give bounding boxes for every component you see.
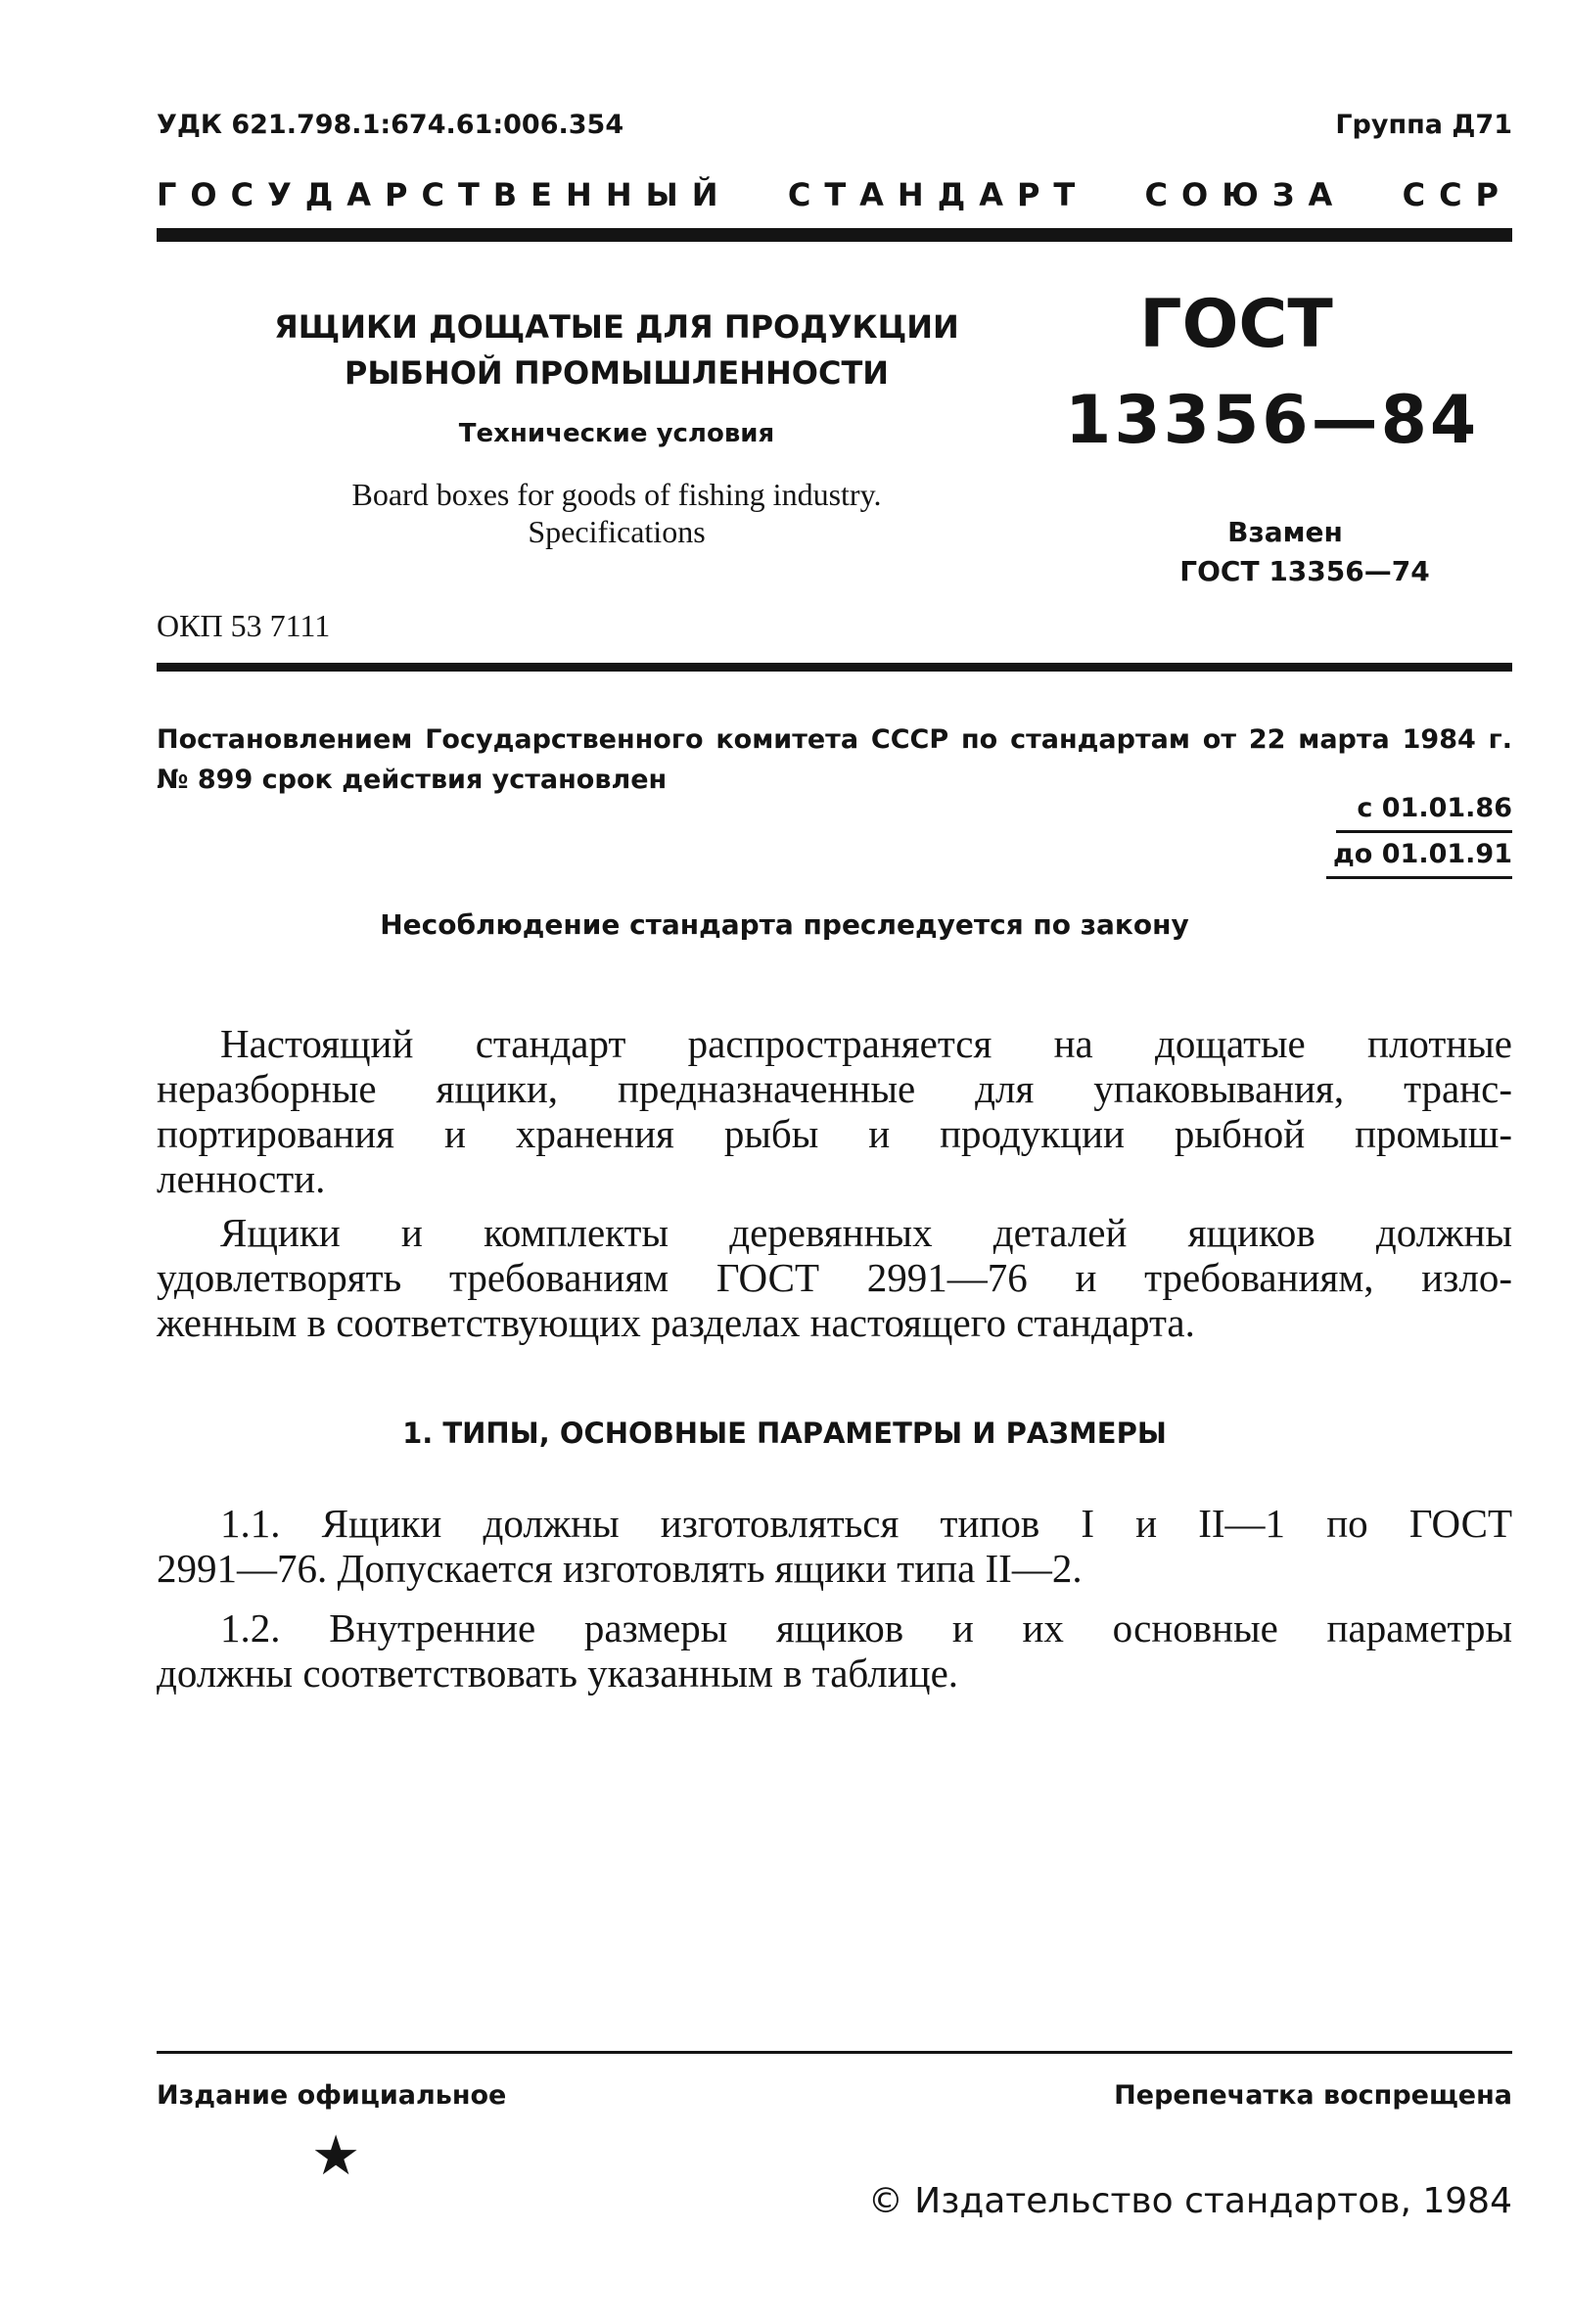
publisher-copyright: © Издательство стандартов, 1984 [867, 2181, 1512, 2221]
gost-label: ГОСТ [1139, 286, 1333, 363]
paragraph-line: Настоящий стандарт распространяется на дощатые плотные [220, 1021, 1512, 1066]
paragraph-line: портирования и хранения рыбы и продукции рыбной промыш- [157, 1111, 1512, 1156]
intro-paragraph-1 [157, 1021, 1512, 1201]
paragraph-line: 2991—76. Допускается изготовлять ящики типа II—2. [157, 1546, 1083, 1591]
paragraph-line: женным в соответствующих разделах настоящего стандарта. [157, 1300, 1195, 1345]
banner-word-state: ГОСУДАРСТВЕННЫЙ [157, 176, 732, 213]
valid-to-underline [1326, 876, 1512, 879]
section-heading: 1. ТИПЫ, ОСНОВНЫЕ ПАРАМЕТРЫ И РАЗМЕРЫ [402, 1417, 1167, 1450]
clause-1-2 [157, 1605, 1512, 1696]
intro-paragraph-2 [157, 1210, 1512, 1345]
banner-word-union: СОЮЗА [1144, 176, 1347, 213]
valid-from-underline [1336, 830, 1512, 833]
gost-number: 13356—84 [1065, 382, 1480, 459]
footer-rule [157, 2051, 1512, 2054]
reprint-prohibited-label: Перепечатка воспрещена [1114, 2080, 1512, 2111]
decree-text: Постановлением Государственного комитета СССР по стандартам от 22 марта 1984 г. № 899 срок действия установлен [157, 724, 1512, 795]
english-title-line-2: Specifications [528, 514, 706, 549]
paragraph-line: 1.1. Ящики должны изготовляться типов I и II—1 по ГОСТ [220, 1501, 1512, 1546]
okp-code: ОКП 53 7111 [157, 608, 331, 643]
paragraph-line: удовлетворять требованиям ГОСТ 2991—76 и требованиям, изло- [157, 1255, 1512, 1300]
replaces-standard: ГОСТ 13356—74 [1179, 555, 1430, 587]
penalty-notice: Несоблюдение стандарта преследуется по закону [380, 908, 1189, 941]
english-title-line-1: Board boxes for goods of fishing industry. [351, 477, 882, 512]
group-code: Группа Д71 [1335, 110, 1512, 140]
title-line-2: РЫБНОЙ ПРОМЫШЛЕННОСТИ [344, 354, 890, 392]
title-line-1: ЯЩИКИ ДОЩАТЫЕ ДЛЯ ПРОДУКЦИИ [274, 308, 959, 346]
valid-to-date: до 01.01.91 [1333, 839, 1512, 869]
state-standard-banner [157, 176, 1512, 213]
star-icon: ★ [311, 2124, 361, 2188]
paragraph-line: ленности. [157, 1156, 326, 1201]
clause-1-1 [157, 1501, 1512, 1591]
paragraph-line: 1.2. Внутренние размеры ящиков и их основные параметры [220, 1605, 1512, 1650]
banner-word-ussr: ССР [1402, 176, 1512, 213]
paragraph-line: должны соответствовать указанным в таблице. [157, 1650, 959, 1696]
subtitle-technical-conditions: Технические условия [458, 419, 775, 448]
paragraph-line: Ящики и комплекты деревянных деталей ящиков должны [220, 1210, 1512, 1255]
replaces-label: Взамен [1227, 516, 1343, 548]
udk-code: УДК 621.798.1:674.61:006.354 [157, 110, 624, 140]
official-edition-label: Издание официальное [157, 2080, 507, 2111]
paragraph-line: неразборные ящики, предназначенные для упаковывания, транс- [157, 1066, 1512, 1111]
middle-thick-rule [157, 663, 1512, 672]
valid-from-date: с 01.01.86 [1357, 793, 1512, 823]
banner-word-standard: СТАНДАРТ [787, 176, 1089, 213]
top-thick-rule [157, 228, 1512, 242]
